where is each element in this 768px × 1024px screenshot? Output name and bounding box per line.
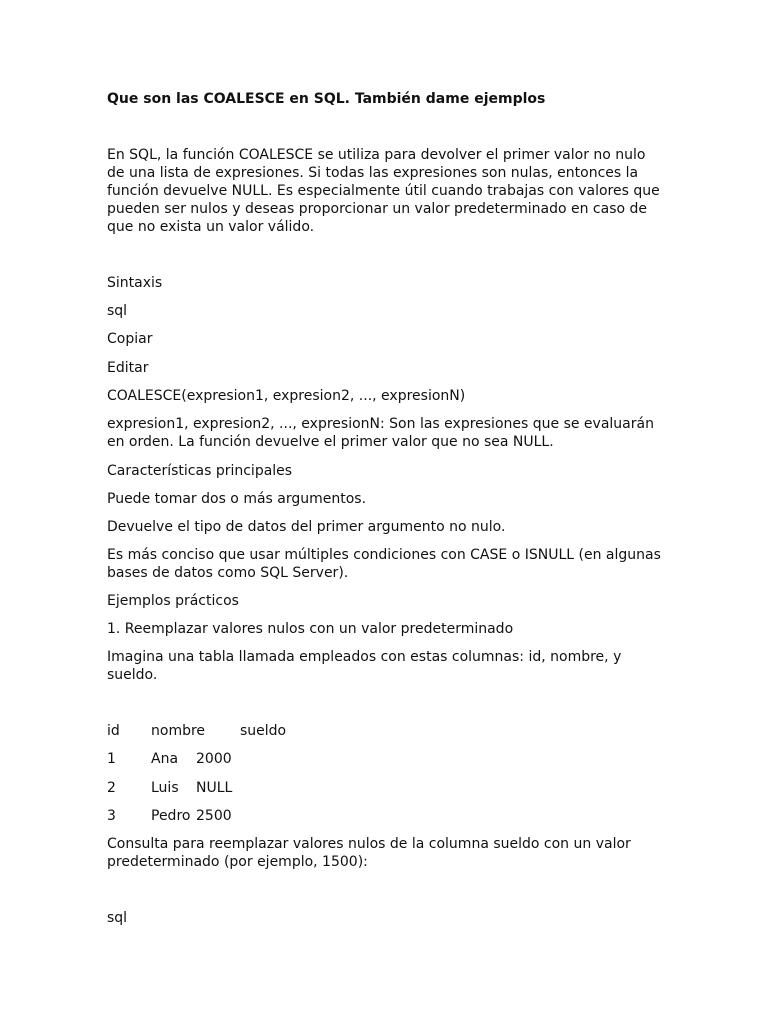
syntax-description: expresion1, expresion2, ..., expresionN: Son las expresiones que se evaluarán en orden. La función devuelve el primer valor que no sea NULL.	[107, 416, 654, 450]
table-cell: 2	[107, 780, 116, 796]
copy-label: Copiar	[107, 331, 153, 347]
table-header-cell: id	[107, 723, 120, 739]
intro-paragraph: En SQL, la función COALESCE se utiliza para devolver el primer valor no nulo de una lista de expresiones. Si todas las expresiones son nulas, entonces la función devuelve NULL. Es especialmente útil cuando trabajas con valores que pueden ser nulos y deseas proporcionar un valor predeterminado en caso de que no exista un valor válido.	[107, 147, 660, 235]
table-cell: 2000	[196, 751, 232, 767]
table-header-row	[107, 722, 407, 740]
syntax-heading: Sintaxis	[107, 275, 163, 291]
table-header-cell: nombre	[151, 723, 206, 739]
table-cell: 1	[107, 751, 116, 767]
features-heading: Características principales	[107, 463, 293, 479]
table-cell: 3	[107, 808, 116, 824]
code-language-label: sql	[107, 910, 128, 926]
table-cell: Luis	[151, 780, 179, 796]
table-row	[107, 807, 407, 825]
table-cell: Ana	[151, 751, 179, 767]
feature-item: Puede tomar dos o más argumentos.	[107, 491, 367, 507]
query-description: Consulta para reemplazar valores nulos de la columna sueldo con un valor predeterminado (por ejemplo, 1500):	[107, 836, 631, 870]
example-title: 1. Reemplazar valores nulos con un valor predeterminado	[107, 621, 514, 637]
feature-item: Devuelve el tipo de datos del primer argumento no nulo.	[107, 519, 506, 535]
table-cell: Pedro	[151, 808, 191, 824]
table-row	[107, 750, 407, 768]
table-row	[107, 779, 407, 797]
table-cell: 2500	[196, 808, 232, 824]
syntax-code: COALESCE(expresion1, expresion2, ..., expresionN)	[107, 388, 466, 404]
examples-heading: Ejemplos prácticos	[107, 593, 239, 609]
table-cell: NULL	[196, 780, 233, 796]
table-header-cell: sueldo	[240, 723, 287, 739]
feature-item: Es más conciso que usar múltiples condiciones con CASE o ISNULL (en algunas bases de datos como SQL Server).	[107, 547, 661, 581]
code-language-label: sql	[107, 303, 128, 319]
document-title: Que son las COALESCE en SQL. También dame ejemplos	[107, 91, 546, 107]
edit-label: Editar	[107, 360, 149, 376]
example-description: Imagina una tabla llamada empleados con estas columnas: id, nombre, y sueldo.	[107, 649, 622, 683]
